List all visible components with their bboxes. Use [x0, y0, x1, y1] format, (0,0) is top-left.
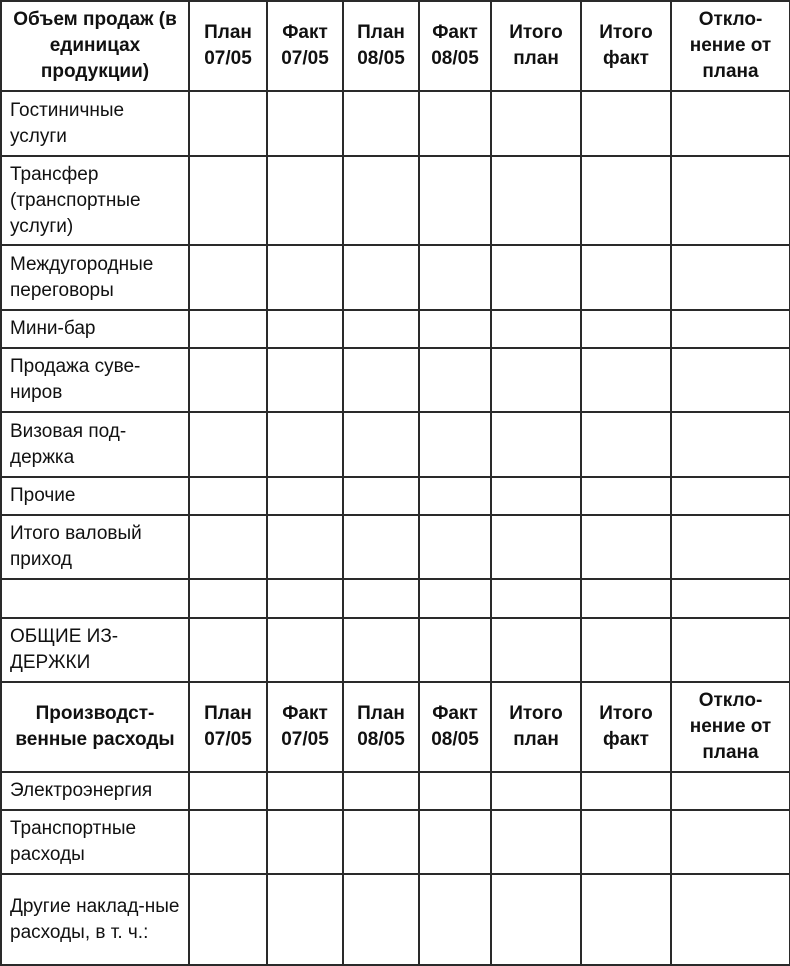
value-cell[interactable]: [671, 810, 790, 874]
value-cell[interactable]: [419, 156, 491, 245]
table-row: [1, 515, 790, 579]
value-cell[interactable]: [581, 810, 671, 874]
value-cell[interactable]: [671, 245, 790, 310]
value-cell[interactable]: [581, 579, 671, 618]
value-cell[interactable]: [671, 477, 790, 515]
header-cell: Факт 08/05: [419, 682, 491, 772]
row-label: ОБЩИЕ ИЗ-ДЕРЖКИ: [1, 618, 189, 682]
value-cell[interactable]: [671, 515, 790, 579]
row-label: Продажа суве-ниров: [1, 348, 189, 412]
value-cell[interactable]: [343, 618, 419, 682]
table-row: [1, 412, 790, 477]
value-cell[interactable]: [189, 412, 267, 477]
value-cell[interactable]: [671, 348, 790, 412]
value-cell[interactable]: [189, 579, 267, 618]
value-cell[interactable]: [671, 156, 790, 245]
value-cell[interactable]: [343, 245, 419, 310]
value-cell[interactable]: [419, 245, 491, 310]
value-cell[interactable]: [491, 348, 581, 412]
value-cell[interactable]: [671, 310, 790, 348]
value-cell[interactable]: [419, 348, 491, 412]
value-cell[interactable]: [491, 310, 581, 348]
table-row: [1, 772, 790, 810]
value-cell[interactable]: [189, 156, 267, 245]
value-cell[interactable]: [671, 772, 790, 810]
table-row: [1, 348, 790, 412]
value-cell[interactable]: [267, 245, 343, 310]
value-cell[interactable]: [267, 348, 343, 412]
row-label: Другие наклад-ные расходы, в т. ч.:: [1, 874, 189, 965]
value-cell[interactable]: [491, 91, 581, 156]
value-cell[interactable]: [419, 772, 491, 810]
header-cell-category: Объем продаж (в единицах продукции): [1, 1, 189, 91]
value-cell[interactable]: [491, 810, 581, 874]
value-cell[interactable]: [267, 310, 343, 348]
value-cell[interactable]: [189, 348, 267, 412]
header-cell: Факт 07/05: [267, 682, 343, 772]
value-cell[interactable]: [343, 772, 419, 810]
value-cell[interactable]: [267, 772, 343, 810]
header-cell-category: Производст-венные расходы: [1, 682, 189, 772]
value-cell[interactable]: [581, 618, 671, 682]
table-row: [1, 810, 790, 874]
value-cell[interactable]: [419, 310, 491, 348]
value-cell[interactable]: [581, 874, 671, 965]
header-cell: Итого план: [491, 682, 581, 772]
value-cell[interactable]: [189, 874, 267, 965]
value-cell[interactable]: [343, 515, 419, 579]
header-cell: Итого факт: [581, 682, 671, 772]
header-cell: Откло-нение от плана: [671, 1, 790, 91]
row-label: Трансфер (транспортные услуги): [1, 156, 189, 245]
value-cell[interactable]: [581, 412, 671, 477]
row-label: Междугородные переговоры: [1, 245, 189, 310]
value-cell[interactable]: [267, 156, 343, 245]
value-cell[interactable]: [581, 156, 671, 245]
value-cell[interactable]: [491, 477, 581, 515]
row-label: Итого валовый приход: [1, 515, 189, 579]
header-cell: План 08/05: [343, 1, 419, 91]
value-cell[interactable]: [671, 579, 790, 618]
header-cell: План 07/05: [189, 1, 267, 91]
value-cell[interactable]: [267, 810, 343, 874]
value-cell[interactable]: [419, 874, 491, 965]
row-label: Транспортные расходы: [1, 810, 189, 874]
header-cell: Итого факт: [581, 1, 671, 91]
value-cell[interactable]: [267, 412, 343, 477]
table-row: [1, 874, 790, 965]
value-cell[interactable]: [419, 91, 491, 156]
value-cell[interactable]: [343, 874, 419, 965]
header-cell: Итого план: [491, 1, 581, 91]
header-cell: Откло-нение от плана: [671, 682, 790, 772]
value-cell[interactable]: [343, 579, 419, 618]
value-cell[interactable]: [419, 412, 491, 477]
value-cell[interactable]: [491, 874, 581, 965]
row-label: Гостиничные услуги: [1, 91, 189, 156]
value-cell[interactable]: [491, 579, 581, 618]
table-row: [1, 156, 790, 245]
value-cell[interactable]: [581, 310, 671, 348]
value-cell[interactable]: [189, 810, 267, 874]
value-cell[interactable]: [581, 91, 671, 156]
value-cell[interactable]: [581, 348, 671, 412]
value-cell[interactable]: [419, 618, 491, 682]
value-cell[interactable]: [581, 245, 671, 310]
value-cell[interactable]: [581, 772, 671, 810]
value-cell[interactable]: [491, 515, 581, 579]
value-cell[interactable]: [343, 348, 419, 412]
value-cell[interactable]: [491, 772, 581, 810]
value-cell[interactable]: [419, 810, 491, 874]
costs-header-row: [1, 682, 790, 772]
value-cell[interactable]: [189, 310, 267, 348]
value-cell[interactable]: [343, 412, 419, 477]
row-label: Электроэнергия: [1, 772, 189, 810]
value-cell[interactable]: [419, 579, 491, 618]
value-cell[interactable]: [267, 477, 343, 515]
value-cell[interactable]: [671, 91, 790, 156]
row-label: [1, 579, 189, 618]
row-label: Прочие: [1, 477, 189, 515]
header-cell: Факт 07/05: [267, 1, 343, 91]
row-label: Мини-бар: [1, 310, 189, 348]
value-cell[interactable]: [671, 874, 790, 965]
value-cell[interactable]: [491, 245, 581, 310]
sales-header-row: [1, 1, 790, 91]
value-cell[interactable]: [581, 515, 671, 579]
value-cell[interactable]: [671, 618, 790, 682]
value-cell[interactable]: [267, 579, 343, 618]
value-cell[interactable]: [189, 618, 267, 682]
value-cell[interactable]: [189, 91, 267, 156]
value-cell[interactable]: [491, 156, 581, 245]
value-cell[interactable]: [189, 477, 267, 515]
row-label: Визовая под-держка: [1, 412, 189, 477]
value-cell[interactable]: [267, 874, 343, 965]
table-row: [1, 618, 790, 682]
value-cell[interactable]: [267, 618, 343, 682]
value-cell[interactable]: [267, 515, 343, 579]
value-cell[interactable]: [343, 310, 419, 348]
value-cell[interactable]: [343, 91, 419, 156]
table-row: [1, 91, 790, 156]
value-cell[interactable]: [343, 477, 419, 515]
header-cell: Факт 08/05: [419, 1, 491, 91]
table-row: [1, 245, 790, 310]
table-row: [1, 310, 790, 348]
value-cell[interactable]: [267, 91, 343, 156]
value-cell[interactable]: [189, 515, 267, 579]
table-row: [1, 477, 790, 515]
value-cell[interactable]: [419, 515, 491, 579]
header-cell: План 08/05: [343, 682, 419, 772]
value-cell[interactable]: [491, 618, 581, 682]
value-cell[interactable]: [343, 810, 419, 874]
value-cell[interactable]: [491, 412, 581, 477]
header-cell: План 07/05: [189, 682, 267, 772]
value-cell[interactable]: [343, 156, 419, 245]
value-cell[interactable]: [671, 412, 790, 477]
value-cell[interactable]: [189, 245, 267, 310]
value-cell[interactable]: [189, 772, 267, 810]
value-cell[interactable]: [419, 477, 491, 515]
table-row: [1, 579, 790, 618]
value-cell[interactable]: [581, 477, 671, 515]
